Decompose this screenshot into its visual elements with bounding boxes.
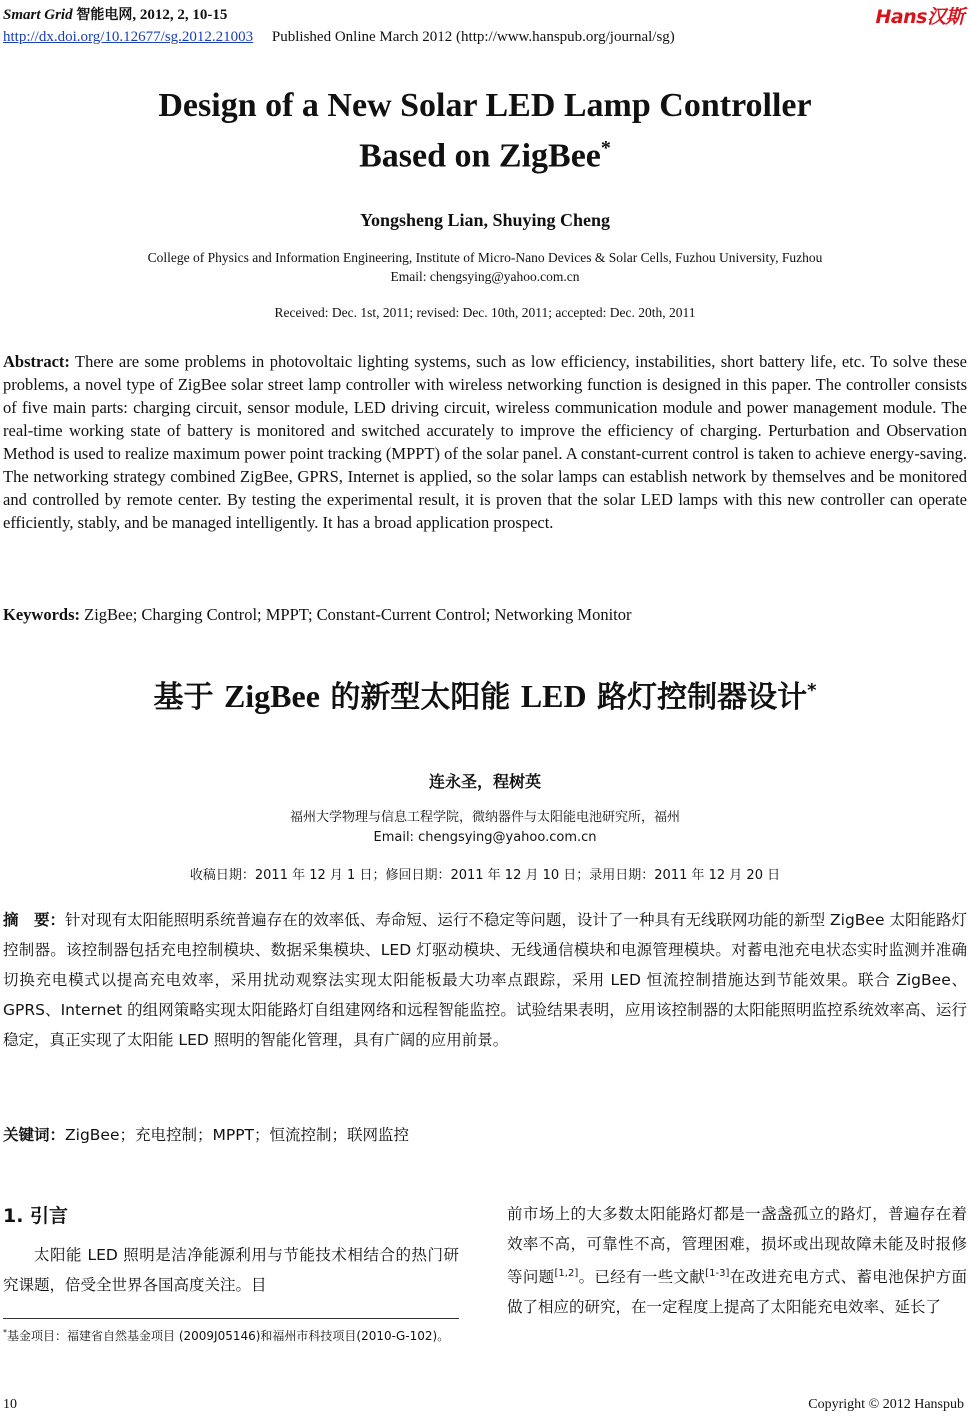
running-header	[3, 4, 675, 48]
chinese-keywords	[3, 1124, 967, 1147]
chinese-keywords-label: 关键词：	[3, 1126, 66, 1144]
body-right-column	[507, 1199, 967, 1322]
english-authors: Yongsheng Lian, Shuying Cheng	[359, 210, 611, 230]
chinese-title-part: 的新型太阳能	[330, 680, 511, 715]
citation: [1,2]	[554, 1268, 579, 1279]
body-text: 在改进充电方式、蓄电池保护方面做了相应的研究，在一定程度上提高了太阳能充电效率、延长了	[507, 1268, 967, 1317]
abstract-text: There are some problems in photovoltaic lighting systems, such as low efficiency, instabilities, short battery life, etc. To solve these problems, a novel type of ZigBee solar street lamp controller with wireless networking function is designed in this paper. The controller consists of five main parts: charging circuit, sensor module, LED driving circuit, wireless communication module and power management module. The real-time working state of battery is monitored and switched accurately to improve the efficiency of charging. Perturbation and Observation Method is used to realize maximum power point tracking (MPPT) of the solar panel. A constant-current control is taken to achieve energy-saving. The networking strategy combined ZigBee, GPRS, Internet is applied, so the solar lamps can establish network by themselves and be monitored and controlled by remote center. By testing the experimental result, it is proven that the solar LED lamps with this new controller can operate efficiently, stably, and be managed intelligently. It has a broad application prospect.	[3, 352, 968, 532]
copyright: Copyright © 2012 Hanspub	[808, 1397, 964, 1412]
chinese-title-part: 基于	[153, 680, 214, 715]
english-keywords	[3, 603, 967, 626]
keywords-text: ZigBee; Charging Control; MPPT; Constant-Current Control; Networking Monitor	[84, 605, 632, 624]
chinese-authors: 连永圣，程树英	[428, 772, 541, 791]
chinese-affiliation: 福州大学物理与信息工程学院，微纳器件与太阳能电池研究所，福州	[289, 810, 680, 825]
chinese-abstract	[3, 905, 967, 1055]
english-affiliation: College of Physics and Information Engineering, Institute of Micro-Nano Devices & Solar Cells, Fuzhou University, Fuzhou	[147, 250, 823, 265]
title-footnote-mark: *	[600, 137, 611, 159]
footnote-text: 基金项目：福建省自然基金项目 (2009J05146)和福州市科技项目(2010-G-102)。	[7, 1329, 450, 1343]
doi-line	[3, 26, 675, 48]
chinese-abstract-text: 针对现有太阳能照明系统普遍存在的效率低、寿命短、运行不稳定等问题，设计了一种具有无线联网功能的新型 ZigBee 太阳能路灯控制器。该控制器包括充电控制模块、数据采集模块、LED 灯驱动模块、无线通信模块和电源管理模块。对蓄电池充电状态实时监测并准确切换充电模式以提高充电效率，采用扰动观察法实现太阳能板最大功率点跟踪，采用 LED 恒流控制措施达到节能效果。联合 ZigBee、GPRS、Internet 的组网策略实现太阳能路灯自组建网络和远程智能监控。试验结果表明，应用该控制器的太阳能照明监控系统效率高、运行稳定，真正实现了太阳能 LED 照明的智能化管理，具有广阔的应用前景。	[3, 911, 967, 1049]
section-heading: 1. 引言	[3, 1205, 69, 1227]
chinese-title-part: 路灯控制器设计	[597, 680, 808, 715]
english-title-line1: Design of a New Solar LED Lamp Controller	[158, 87, 812, 124]
published-online: Published Online March 2012 (http://www.hanspub.org/journal/sg)	[271, 29, 675, 45]
body-text: 。已经有一些文献	[578, 1268, 706, 1287]
footnote-divider	[3, 1318, 459, 1319]
chinese-abstract-label: 摘 要：	[3, 911, 66, 929]
english-affiliation-block	[0, 248, 970, 286]
chinese-title-latin: LED	[520, 678, 587, 714]
footnote-mark: *	[3, 1328, 7, 1337]
keywords-label: Keywords:	[3, 605, 80, 624]
chinese-keywords-text: ZigBee；充电控制；MPPT；恒流控制；联网监控	[65, 1126, 410, 1144]
journal-line	[3, 4, 675, 26]
chinese-title-mark: *	[807, 680, 817, 701]
journal-name: Smart Grid	[3, 7, 73, 23]
chinese-dates: 收稿日期：2011 年 12 月 1 日；修回日期：2011 年 12 月 10 日；录用日期：2011 年 12 月 20 日	[189, 868, 781, 883]
chinese-title	[0, 672, 970, 716]
journal-volume: , 2012, 2, 10-15	[132, 7, 228, 23]
page-number: 10	[3, 1397, 17, 1412]
abstract-label: Abstract:	[3, 352, 70, 371]
citation: [1-3]	[705, 1268, 730, 1279]
hanspub-logo: Hans汉斯	[875, 6, 964, 28]
english-title-line2: Based on ZigBee	[359, 137, 601, 175]
chinese-affiliation-block	[0, 808, 970, 848]
body-left-column: 太阳能 LED 照明是洁净能源利用与节能技术相结合的热门研究课题，倍受全世界各国高度关注。目	[3, 1246, 459, 1294]
footnote	[3, 1322, 463, 1347]
journal-name-cn: 智能电网	[76, 7, 133, 23]
english-email: Email: chengsying@yahoo.com.cn	[390, 269, 580, 284]
body-text: 前市场上的大多数太阳能路灯都是一盏盏孤立的路灯，普遍存在着效率不高，可靠性不高，管理困难，损坏或出现故障未能及时报修等问题	[507, 1205, 967, 1287]
doi-link[interactable]: http://dx.doi.org/10.12677/sg.2012.21003	[3, 29, 254, 45]
chinese-email: Email: chengsying@yahoo.com.cn	[373, 830, 597, 845]
english-abstract	[3, 350, 967, 534]
english-title	[0, 84, 970, 177]
chinese-title-latin: ZigBee	[223, 678, 320, 714]
english-dates: Received: Dec. 1st, 2011; revised: Dec. 10th, 2011; accepted: Dec. 20th, 2011	[274, 305, 696, 320]
